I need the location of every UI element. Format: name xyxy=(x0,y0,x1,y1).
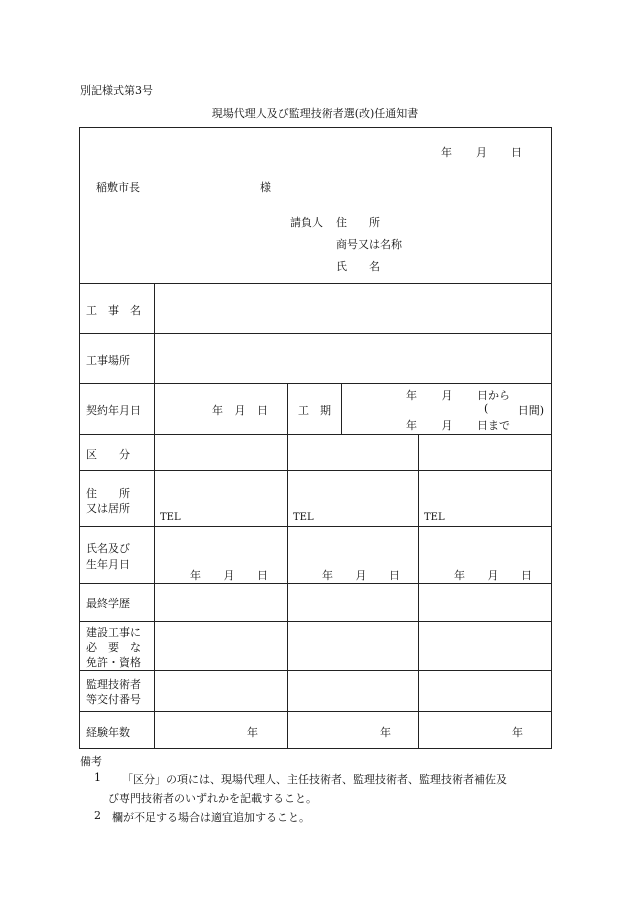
experience-unit: 年 xyxy=(512,726,523,739)
experience-label: 経験年数 xyxy=(86,726,130,739)
address-label-line1: 住 所 xyxy=(86,487,130,500)
table-border-left xyxy=(79,127,80,749)
row-divider xyxy=(79,621,551,622)
work-site-label: 工事場所 xyxy=(86,354,130,367)
table-border-right xyxy=(551,127,552,749)
label-column-divider xyxy=(154,283,155,749)
honorific: 様 xyxy=(260,181,271,194)
row-divider xyxy=(79,711,551,712)
table-border-top xyxy=(79,127,551,128)
form-label: 別記様式第3号 xyxy=(80,84,153,97)
contractor-name-label: 氏 名 xyxy=(336,260,380,273)
license-label-line3: 免許・資格 xyxy=(86,656,141,669)
addressee: 稲敷市長 xyxy=(96,181,140,194)
period-to: 年 月 日まで xyxy=(406,419,510,432)
header-date-month: 月 xyxy=(476,146,487,159)
contract-date-value: 年 月 日 xyxy=(212,404,268,417)
birth-date: 年 月 日 xyxy=(190,569,268,582)
remark-2-text: 欄が不足する場合は適宜追加すること。 xyxy=(112,811,310,824)
remarks-heading: 備考 xyxy=(80,755,102,768)
document-title: 現場代理人及び監理技術者選(改)任通知書 xyxy=(211,107,419,120)
row-divider xyxy=(79,670,551,671)
contractor-company-label: 商号又は名称 xyxy=(336,238,402,251)
tel-label: TEL xyxy=(160,512,181,523)
row-divider xyxy=(79,434,551,435)
experience-unit: 年 xyxy=(380,726,391,739)
license-label-line2: 必 要 な xyxy=(86,641,141,654)
name-label-line2: 生年月日 xyxy=(86,558,130,571)
license-label-line1: 建設工事に xyxy=(86,626,141,639)
tel-label: TEL xyxy=(424,512,445,523)
contractor-address-label: 住 所 xyxy=(336,216,380,229)
birth-date: 年 月 日 xyxy=(322,569,400,582)
table-border-bottom xyxy=(79,748,551,749)
remark-1-text: 「区分」の項には、現場代理人、主任技術者、監理技術者、監理技術者補佐及 xyxy=(122,773,507,786)
row-divider xyxy=(79,383,551,384)
experience-unit: 年 xyxy=(247,726,258,739)
column-divider xyxy=(341,383,342,434)
birth-date: 年 月 日 xyxy=(454,569,532,582)
category-label: 区 分 xyxy=(86,448,130,461)
period-label: 工 期 xyxy=(298,404,331,417)
name-label-line1: 氏名及び xyxy=(86,542,130,555)
row-divider xyxy=(79,470,551,471)
contractor-label: 請負人 xyxy=(290,216,323,229)
header-date-year: 年 xyxy=(441,146,452,159)
cert-label-line1: 監理技術者 xyxy=(86,678,141,691)
row-divider xyxy=(79,283,551,284)
period-from: 年 月 日から xyxy=(406,389,510,402)
tel-label: TEL xyxy=(293,512,314,523)
work-name-label: 工 事 名 xyxy=(86,304,141,317)
education-label: 最終学歴 xyxy=(86,597,130,610)
row-divider xyxy=(79,526,551,527)
column-divider xyxy=(418,434,419,749)
contract-date-label: 契約年月日 xyxy=(86,404,141,417)
remark-1-number: 1 xyxy=(94,771,101,784)
cert-label-line2: 等交付番号 xyxy=(86,693,141,706)
header-date-day: 日 xyxy=(511,146,522,159)
row-divider xyxy=(79,333,551,334)
remark-1-text-cont: び専門技術者のいずれかを記載すること。 xyxy=(108,792,317,805)
remark-2-number: 2 xyxy=(94,809,101,822)
header-date xyxy=(441,144,522,160)
column-divider xyxy=(287,383,288,749)
period-days: ( 日間) xyxy=(484,402,544,417)
address-label-line2: 又は居所 xyxy=(86,502,130,515)
row-divider xyxy=(79,583,551,584)
